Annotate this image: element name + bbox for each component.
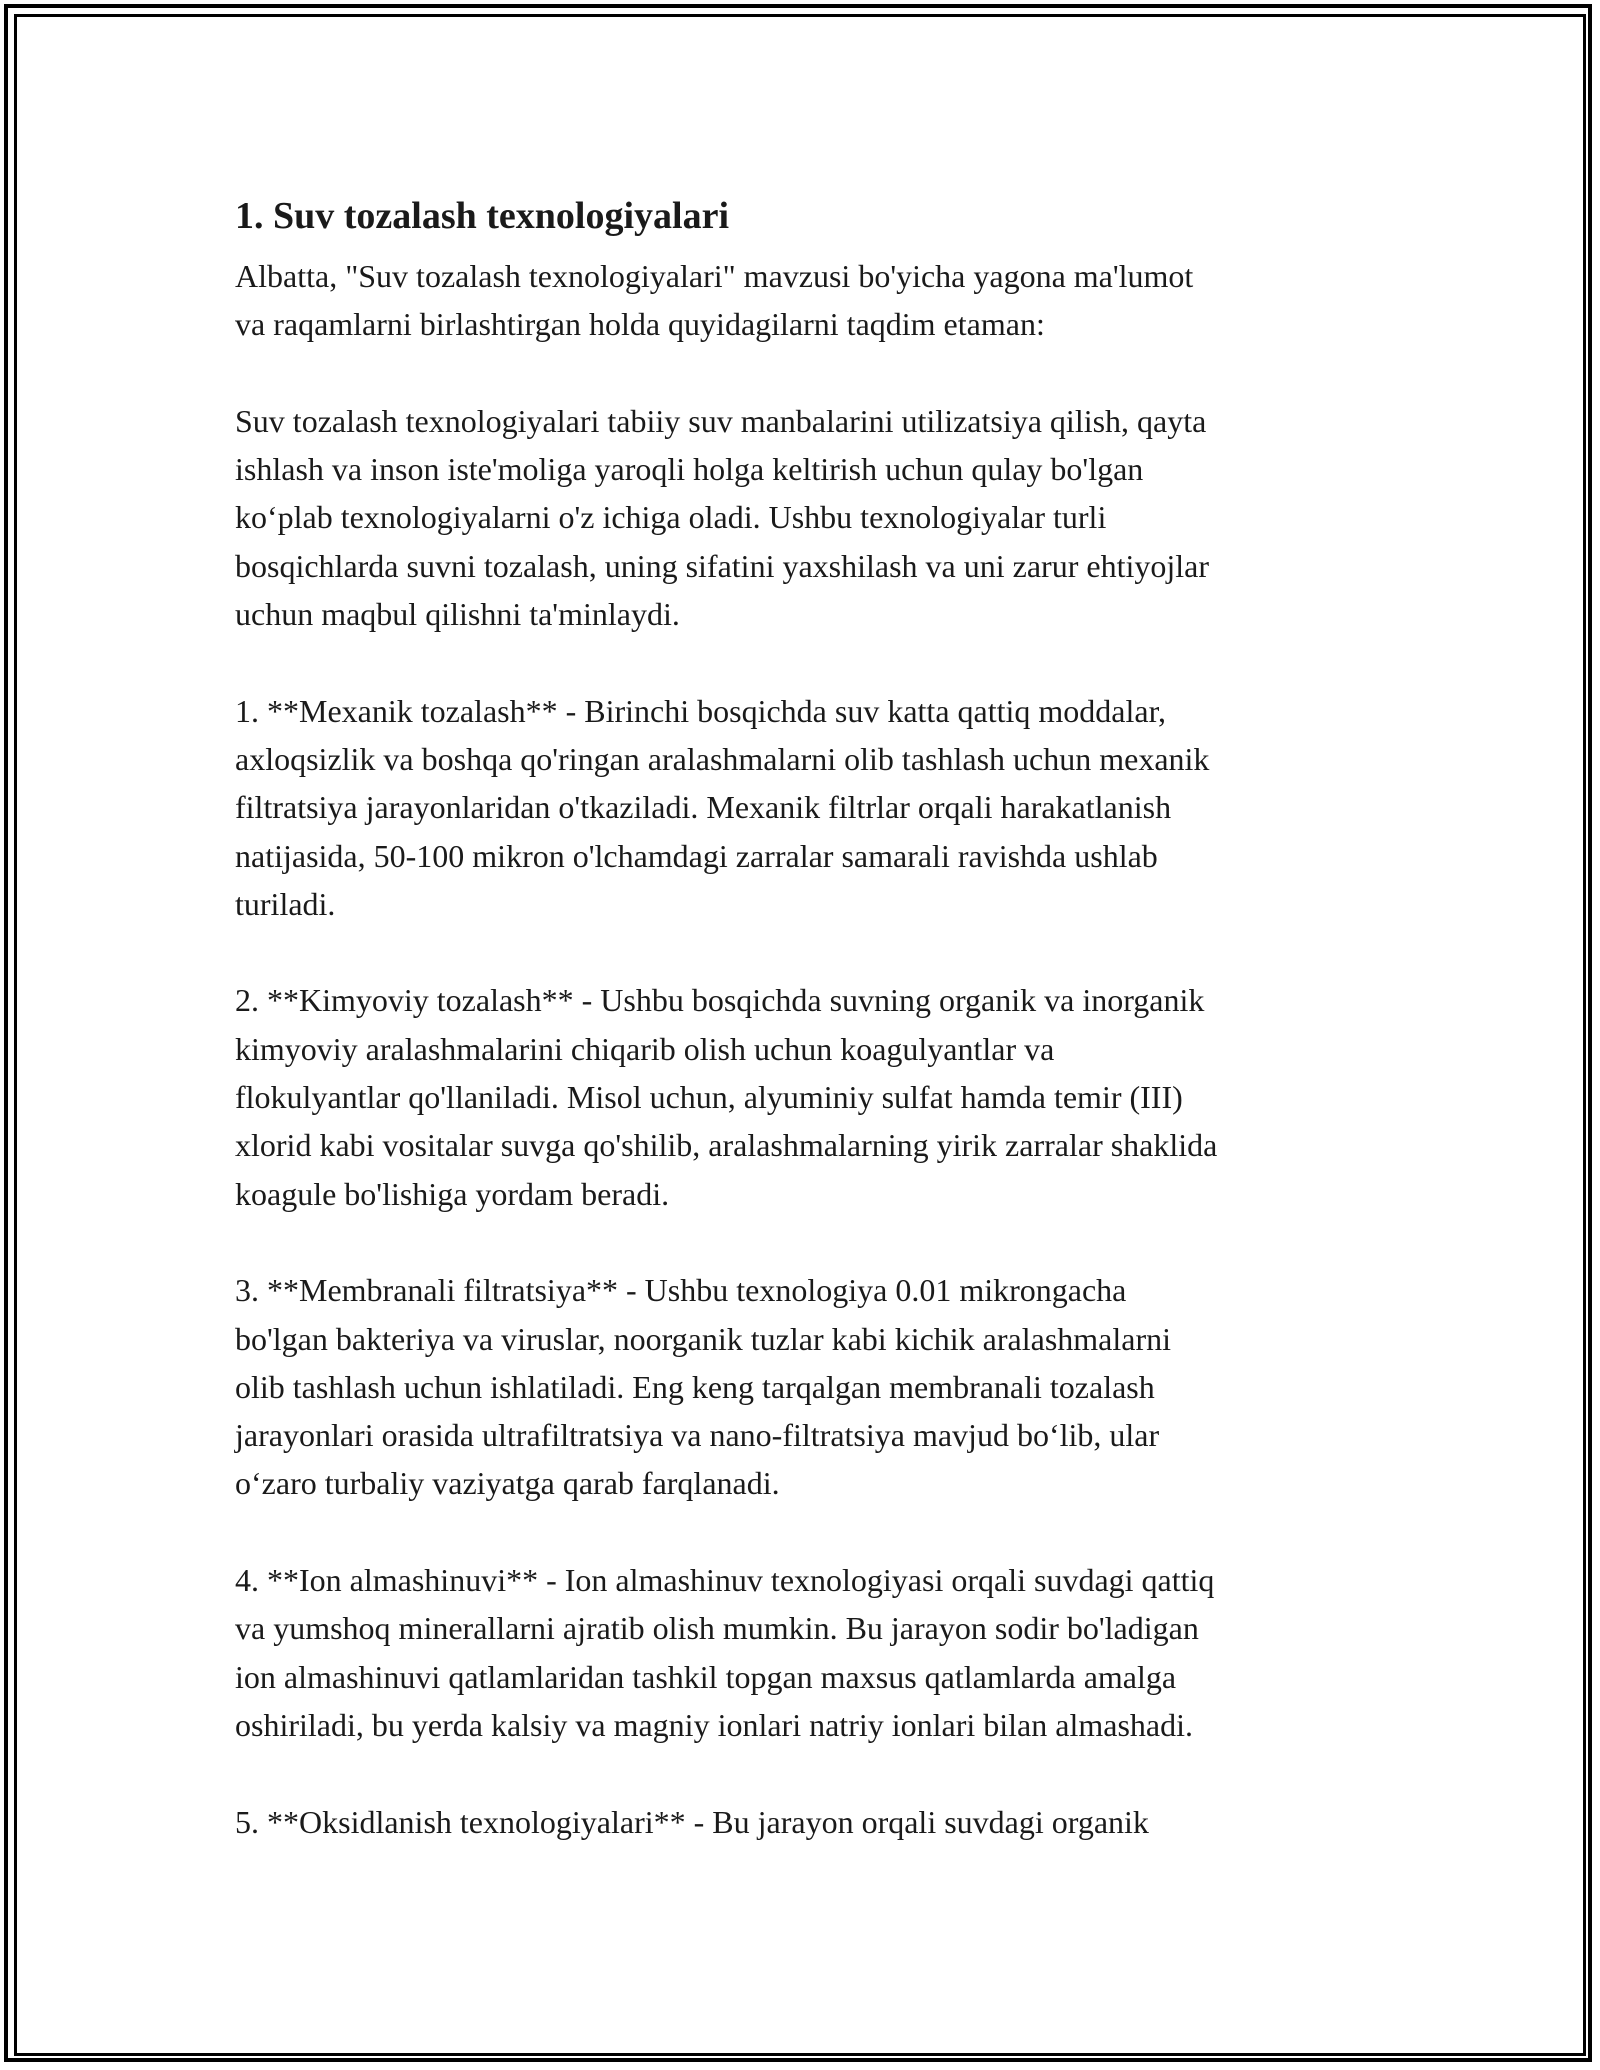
text-line: xlorid kabi vositalar suvga qo'shilib, aralashmalarning yirik zarralar shaklida (235, 1127, 1218, 1164)
text-line: o‘zaro turbaliy vaziyatga qarab farqlanadi. (235, 1465, 780, 1502)
text-line: bosqichlarda suvni tozalash, uning sifatini yaxshilash va uni zarur ehtiyojlar (235, 547, 1209, 584)
text-line: oshiriladi, bu yerda kalsiy va magniy ionlari natriy ionlari bilan almashadi. (235, 1706, 1193, 1743)
text-line: koagule bo'lishiga yordam beradi. (235, 1175, 670, 1212)
paragraph (235, 687, 1370, 928)
text-line: 5. **Oksidlanish texnologiyalari** - Bu jarayon orqali suvdagi organik (235, 1803, 1149, 1840)
paragraph (235, 1266, 1370, 1507)
paragraph (235, 397, 1370, 638)
paragraph (235, 1556, 1370, 1749)
text-line: axloqsizlik va boshqa qo'ringan aralashmalarni olib tashlash uchun mexanik (235, 740, 1210, 777)
section-heading: 1. Suv tozalash texnologiyalari (235, 195, 730, 237)
text-line: ion almashinuvi qatlamlaridan tashkil topgan maxsus qatlamlarda amalga (235, 1658, 1177, 1695)
text-line: ishlash va inson iste'moliga yaroqli holga keltirish uchun qulay bo'lgan (235, 451, 1144, 488)
text-line: 1. **Mexanik tozalash** - Birinchi bosqichda suv katta qattiq moddalar, (235, 692, 1166, 729)
text-line: jarayonlari orasida ultrafiltratsiya va nano-filtratsiya mavjud bo‘lib, ular (235, 1417, 1160, 1454)
paragraph (235, 1798, 1370, 1846)
text-line: turiladi. (235, 885, 336, 922)
text-line: 2. **Kimyoviy tozalash** - Ushbu bosqichda suvning organik va inorganik (235, 982, 1205, 1019)
text-line: ko‘plab texnologiyalarni o'z ichiga oladi. Ushbu texnologiyalar turli (235, 499, 1107, 536)
text-line: flokulyantlar qo'llaniladi. Misol uchun, alyuminiy sulfat hamda temir (III) (235, 1079, 1183, 1116)
paragraph-list (235, 252, 1370, 1846)
text-line: 4. **Ion almashinuvi** - Ion almashinuv texnologiyasi orqali suvdagi qattiq (235, 1562, 1215, 1599)
text-line: 3. **Membranali filtratsiya** - Ushbu texnologiya 0.01 mikrongacha (235, 1272, 1127, 1309)
text-line: Suv tozalash texnologiyalari tabiiy suv manbalarini utilizatsiya qilish, qayta (235, 402, 1207, 439)
paragraph (235, 976, 1370, 1217)
document-body (235, 186, 1370, 1846)
paragraph (235, 252, 1370, 349)
text-line: va yumshoq minerallarni ajratib olish mumkin. Bu jarayon sodir bo'ladigan (235, 1610, 1199, 1647)
text-line: Albatta, "Suv tozalash texnologiyalari" mavzusi bo'yicha yagona ma'lumot (235, 258, 1194, 294)
text-line: uchun maqbul qilishni ta'minlaydi. (235, 596, 680, 633)
text-line: natijasida, 50-100 mikron o'lchamdagi zarralar samarali ravishda ushlab (235, 837, 1158, 874)
text-line: va raqamlarni birlashtirgan holda quyidagilarni taqdim etaman: (235, 306, 1045, 343)
text-line: kimyoviy aralashmalarini chiqarib olish uchun koagulyantlar va (235, 1030, 1055, 1067)
text-line: filtratsiya jarayonlaridan o'tkaziladi. Mexanik filtrlar orqali harakatlanish (235, 789, 1172, 826)
text-line: olib tashlash uchun ishlatiladi. Eng keng tarqalgan membranali tozalash (235, 1368, 1155, 1405)
text-line: bo'lgan bakteriya va viruslar, noorganik tuzlar kabi kichik aralashmalarni (235, 1320, 1172, 1357)
